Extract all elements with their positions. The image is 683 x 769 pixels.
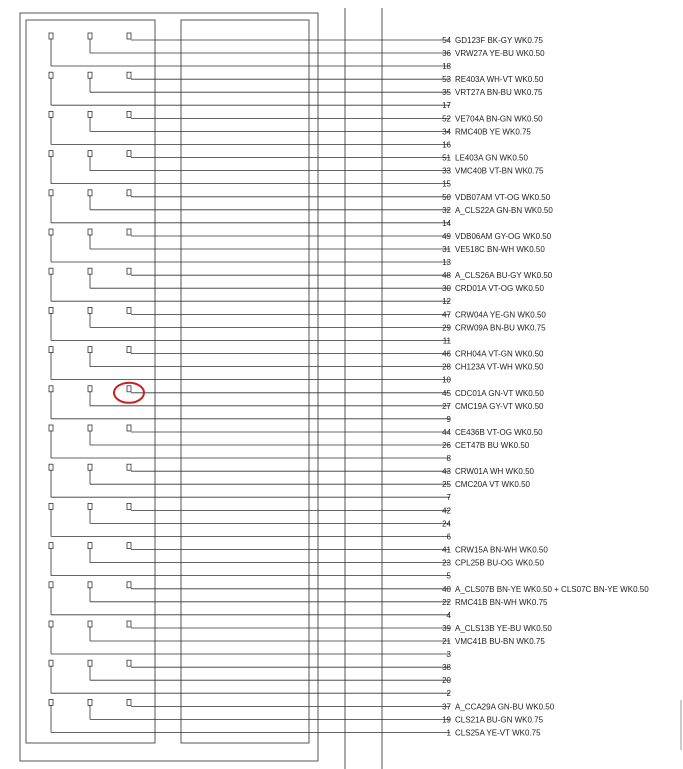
terminal-mark [88,33,92,39]
wire-label: LE403A GN WK0.50 [455,153,528,163]
pin-number: 40 [442,584,451,594]
pin-number: 13 [442,258,451,267]
wire-label: CMC20A VT WK0.50 [455,480,530,490]
terminal-mark [49,621,53,627]
pin-number: 27 [442,401,451,411]
pin-number: 39 [442,624,451,633]
terminal-mark [127,307,131,313]
wire-label: CMC19A GY-VT WK0.50 [455,401,544,411]
pin-number: 4 [446,610,451,620]
terminal-mark [88,151,92,157]
terminal-mark [88,190,92,196]
pin-number: 54 [442,36,451,45]
terminal-mark [88,464,92,470]
wire-label: VE518C BN-WH WK0.50 [455,245,545,254]
wire-label: CE436B VT-OG WK0.50 [455,428,543,437]
wire-label: VMC41B BU-BN WK0.75 [455,637,545,646]
terminal-mark [127,699,131,705]
terminal-mark [88,347,92,353]
terminal-mark [88,621,92,627]
terminal-mark [88,699,92,705]
pin-number: 31 [442,245,451,254]
terminal-mark [49,307,53,313]
pin-number: 51 [442,153,451,163]
wire-label: RMC41B BN-WH WK0.75 [455,597,548,607]
wire-label: CLS25A YE-VT WK0.75 [455,728,541,738]
pin-number: 34 [442,127,451,137]
terminal-mark [49,229,53,235]
wire-label: CRW09A BN-BU WK0.75 [455,323,546,333]
terminal-mark [88,425,92,431]
terminal-mark [127,190,131,196]
pin-number: 48 [442,271,451,281]
terminal-mark [49,503,53,509]
terminal-mark [49,111,53,117]
pin-number: 12 [442,297,451,307]
pin-number: 44 [442,428,451,437]
wire-label: CRH04A VT-GN WK0.50 [455,349,544,359]
terminal-mark [127,621,131,627]
terminal-mark [49,543,53,549]
wire-label: VE704A BN-GN WK0.50 [455,114,543,124]
wire-label: RMC40B YE WK0.75 [455,127,531,137]
pin-number: 23 [442,558,451,568]
wire-label: VMC40B VT-BN WK0.75 [455,166,544,176]
terminal-mark [127,33,131,39]
pin-number: 50 [442,192,451,202]
terminal-mark [88,503,92,509]
wire-label: CET47B BU WK0.50 [455,441,530,450]
terminal-mark [49,347,53,353]
pin-number: 17 [442,101,451,111]
pin-number: 14 [442,218,451,228]
wire-label: A_CLS07B BN-YE WK0.50 + CLS07C BN-YE WK0.50 [455,584,649,594]
pin-number: 21 [442,637,451,646]
wire-label: VDB07AM VT-OG WK0.50 [455,192,551,202]
terminal-mark [88,268,92,274]
outer-housing [20,13,318,761]
pin-number: 5 [446,571,451,581]
pin-number: 3 [446,650,451,659]
wire-label: RE403A WH-VT WK0.50 [455,75,544,85]
wire-label: CLS21A BU-GN WK0.75 [455,715,544,725]
wire-label: A_CCA29A GN-BU WK0.50 [455,702,555,712]
pin-number: 24 [442,519,451,529]
terminal-mark [49,33,53,39]
terminal-mark [49,425,53,431]
terminal-mark [88,660,92,666]
terminal-mark [88,307,92,313]
pin-number: 52 [442,114,451,124]
terminal-mark [127,151,131,157]
terminal-mark [88,386,92,392]
pin-number: 15 [442,179,451,189]
pin-number: 6 [446,532,451,542]
connector-frame [20,8,681,769]
terminal-mark [88,543,92,549]
wire-label: CRD01A VT-OG WK0.50 [455,284,544,294]
terminal-mark [127,503,131,509]
terminal-mark [49,699,53,705]
pin-number: 19 [442,715,451,725]
terminal-mark [127,347,131,353]
wire-label: VRW27A YE-BU WK0.50 [455,49,545,58]
terminal-mark [127,386,131,392]
terminal-mark [88,229,92,235]
pin-number: 53 [442,75,451,85]
wire-label: CRW04A YE-GN WK0.50 [455,310,546,320]
pin-number: 29 [442,323,451,333]
pin-number: 41 [442,545,451,555]
pin-number: 9 [446,414,451,424]
pin-number: 47 [442,310,451,320]
pin-number: 49 [442,232,451,241]
wire-label: GD123F BK-GY WK0.75 [455,36,543,45]
terminal-mark [49,464,53,470]
terminal-mark [127,543,131,549]
pin-number: 18 [442,62,451,71]
left-terminal-block [26,20,155,743]
pin-number: 25 [442,480,451,490]
terminal-mark [127,464,131,470]
pin-number: 11 [442,336,451,346]
pin-number: 35 [442,88,451,98]
terminal-mark [49,386,53,392]
pin-number: 22 [442,597,451,607]
wire-label: CRW15A BN-WH WK0.50 [455,545,548,555]
pin-number: 26 [442,441,451,450]
pin-number: 42 [442,506,451,516]
wire-label: A_CLS13B YE-BU WK0.50 [455,624,552,633]
pin-number: 36 [442,49,451,58]
wire-label: CH123A VT-WH WK0.50 [455,362,544,372]
pin-number: 20 [442,676,451,686]
pin-number: 30 [442,284,451,294]
wire-label: VDB06AM GY-OG WK0.50 [455,232,552,241]
terminal-mark [49,582,53,588]
terminal-mark [127,660,131,666]
wire-label: A_CLS22A GN-BN WK0.50 [455,205,553,215]
pin-number: 16 [442,140,451,150]
wire-label: VRT27A BN-BU WK0.75 [455,88,543,98]
terminal-mark [127,72,131,78]
terminal-mark [88,72,92,78]
pin-number: 10 [442,375,451,385]
pin-number: 37 [442,702,451,712]
label-group [442,36,649,737]
pin-number: 2 [446,689,451,699]
pin-number: 32 [442,205,451,215]
terminal-mark [88,582,92,588]
pin-number: 45 [442,388,451,398]
terminal-mark [127,425,131,431]
right-terminal-block [181,20,309,743]
pin-number: 38 [442,663,451,673]
pin-number: 33 [442,166,451,176]
wire-label: CRW01A WH WK0.50 [455,467,534,477]
wire-group [49,33,450,732]
pin-number: 46 [442,349,451,359]
terminal-mark [127,229,131,235]
pin-number: 7 [446,493,451,503]
terminal-mark [49,660,53,666]
pin-number: 28 [442,362,451,372]
terminal-mark [49,190,53,196]
pin-number: 1 [446,728,451,738]
wire-label: CDC01A GN-VT WK0.50 [455,388,544,398]
terminal-mark [49,151,53,157]
wire-label: CPL25B BU-OG WK0.50 [455,558,544,568]
pin-number: 43 [442,467,451,477]
terminal-mark [49,72,53,78]
terminal-mark [127,582,131,588]
terminal-mark [49,268,53,274]
wire-label: A_CLS26A BU-GY WK0.50 [455,271,553,281]
terminal-mark [88,111,92,117]
pin-number: 8 [446,454,451,463]
terminal-mark [127,111,131,117]
terminal-mark [127,268,131,274]
